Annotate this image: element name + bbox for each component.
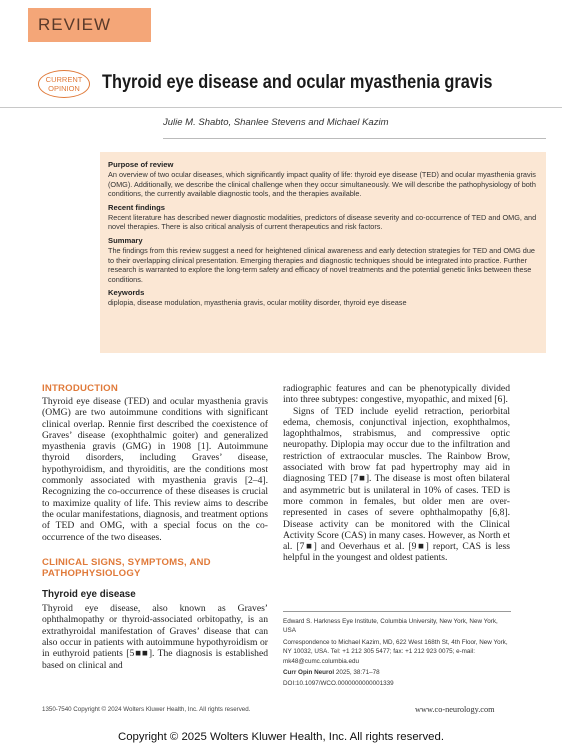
summary-heading: Summary — [108, 235, 143, 245]
correspondence-text: Correspondence to Michael Kazim, MD, 622 West 168th St, 4th Floor, New York, NY 10032, USA. Tel: +1 212 305 5477; fax: +1 212 923 0075; e-mail: mk48@cumc.columbia.edu — [283, 638, 508, 665]
left-column — [42, 383, 268, 671]
right-column — [283, 383, 510, 564]
title-divider — [0, 107, 562, 108]
ted-subheading: Thyroid eye disease — [42, 588, 136, 600]
ted-paragraph: Thyroid eye disease, also known as Graves’ ophthalmopathy or thyroid-associated orbitopathy, is an extrathyroidal manifestation of Graves’ disease that can also occur in patients with autoimmune hypothyroidism or in euthyroid patients [5■■]. The diagnosis is established based on clinical and — [42, 603, 268, 671]
intro-paragraph: Thyroid eye disease (TED) and ocular myasthenia gravis (OMG) are two autoimmune conditions with significant clinical overlap. Rennie first described the coexistence of Graves’ disease (exophthalmic goiter) and generalized myasthenia gravis (GMG) in 1908 [1]. Autoimmune thyroid disorders, including Graves’ disease, hypothyroidism, and thyroiditis, are the conditions most commonly associated with myasthenia gravis [2–4]. Recognizing the co-occurrence of these diseases is crucial to maximize quality of life. This review aims to describe the ocular manifestations, diagnosis, and treatment options of TED and OMG, with a special focus on the co-occurrence of the two diseases. — [42, 396, 268, 543]
findings-text: Recent literature has described newer diagnostic modalities, predictors of disease severity and co-occurrence of TED and OMG, and novel therapies. There is also critical analysis of current therapeutics and risk factors. — [108, 212, 537, 232]
purpose-heading: Purpose of review — [108, 160, 174, 169]
summary-text: The findings from this review suggest a need for heightened clinical awareness and early detection strategies for TED and OMG due to their overlapping clinical presentation. Emerging therapies and diagnostic techniques should be integrated into practice. Further research is warranted to explore the long-term safety and efficacy of novel treatments and the potential genetic links between these conditions. — [108, 245, 535, 284]
institute-text: Edward S. Harkness Eye Institute, Columbia University, New York, New York, USA — [283, 618, 498, 635]
intro-heading: INTRODUCTION — [42, 383, 118, 394]
signs-paragraph: Signs of TED include eyelid retraction, periorbital edema, chemosis, conjunctival injection, exophthalmos, lagophthalmos, strabismus, and compressive optic neuropathy. Diplopia may occur due to the infiltration and restriction of extraocular muscles. The Rainbow Brow, associated with brow fat pad hypertrophy may aid in diagnosing TED [7■]. The disease is most often bilateral and asymmetric but is unilateral in 10% of cases. TED is more common in females, but older men are over-represented in cases of severe ophthalmopathy [6,8]. Disease activity can be monitored with the Clinical Activity Score (CAS) in many cases. However, as North et al. [7■] and Oeverhaus et al. [9■] report, CAS is less helpful in the youngest and oldest patients. — [283, 405, 510, 564]
page-copyright: Copyright © 2025 Wolters Kluwer Health, Inc. All rights reserved. — [118, 731, 444, 743]
author-divider — [163, 138, 546, 139]
doi-text: DOI:10.1097/WCO.0000000000001339 — [283, 680, 394, 688]
journal-name: Curr Opin Neurol — [283, 669, 335, 677]
footer-website-link[interactable]: www.co-neurology.com — [415, 705, 495, 714]
clinical-heading-line-1: CLINICAL SIGNS, SYMPTOMS, AND — [42, 556, 211, 568]
phenotype-paragraph: radiographic features and can be phenotypically divided into three subtypes: congestive, myopathic, and mixed [6]. — [283, 383, 510, 406]
logo-line-2: OPINION — [48, 84, 80, 93]
citation-text: 2025, 38:71–78 — [335, 669, 380, 677]
article-title: Thyroid eye disease and ocular myasthenia gravis — [102, 72, 493, 93]
abstract-box — [100, 152, 546, 353]
journal-citation — [283, 668, 511, 677]
current-opinion-logo — [38, 70, 90, 98]
keywords-heading: Keywords — [108, 288, 145, 298]
author-list: Julie M. Shabto, Shanlee Stevens and Michael Kazim — [163, 117, 389, 128]
section-banner: REVIEW — [28, 8, 151, 42]
affiliation-block — [283, 611, 511, 691]
keywords-text: diplopia, disease modulation, myasthenia gravis, ocular motility disorder, thyroid eye disease — [108, 298, 407, 308]
clinical-heading-line-2: PATHOPHYSIOLOGY — [42, 567, 141, 579]
purpose-text: An overview of two ocular diseases, which significantly impact quality of life: thyroid eye disease (TED) and ocular myasthenia gravis (OMG). Additionally, we describe the clinical challenge when they occur simultaneously. We will describe the pathophysiology of both conditions, the currently available diagnostic tools, and the therapies available. — [108, 170, 536, 199]
logo-line-1: CURRENT — [45, 75, 83, 84]
footer-issn: 1350-7540 Copyright © 2024 Wolters Kluwer Health, Inc. All rights reserved. — [42, 706, 251, 713]
findings-heading: Recent findings — [108, 202, 165, 212]
clinical-heading — [42, 557, 268, 579]
